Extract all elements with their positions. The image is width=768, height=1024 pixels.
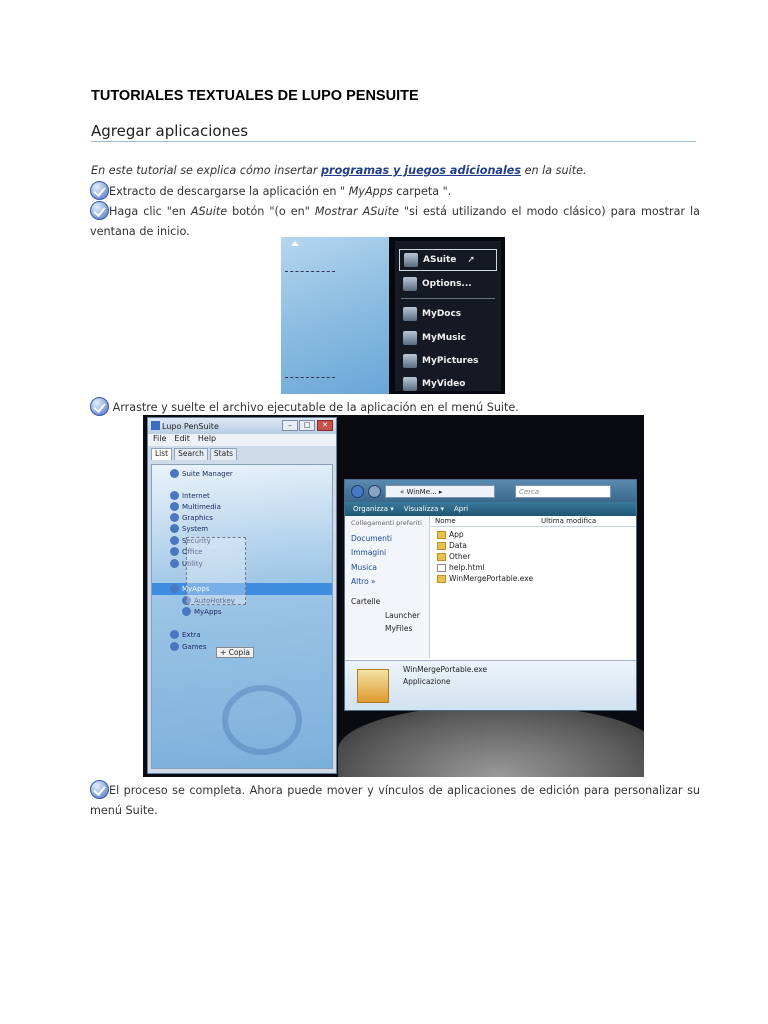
tree-label: Security bbox=[182, 536, 211, 545]
file-row[interactable] bbox=[437, 552, 470, 561]
detail-filetype: Applicazione bbox=[403, 677, 451, 686]
back-button[interactable] bbox=[351, 485, 364, 498]
minimize-button[interactable]: – bbox=[282, 420, 298, 431]
step-4-text: El proceso se completa. Ahora puede mover y vínculos de aplicaciones de edición para personalizar su menú Suite. bbox=[90, 784, 700, 817]
column-modified[interactable]: Ultima modifica bbox=[541, 517, 597, 525]
tab-search[interactable]: Search bbox=[174, 448, 208, 460]
check-icon bbox=[90, 181, 109, 200]
tab-list[interactable]: List bbox=[151, 448, 172, 460]
file-row[interactable] bbox=[437, 563, 485, 572]
exe-large-icon bbox=[357, 669, 389, 703]
drag-ghost bbox=[186, 537, 246, 605]
menu-separator bbox=[401, 298, 495, 299]
screenshot-asuite-menu bbox=[281, 237, 505, 394]
tree-label: Extra bbox=[182, 630, 201, 639]
documents-icon bbox=[403, 307, 417, 321]
column-name[interactable]: Nome bbox=[435, 517, 456, 525]
tree-label: Utility bbox=[182, 559, 203, 568]
graphics-icon bbox=[170, 513, 179, 522]
menu-item-mydocs[interactable] bbox=[399, 303, 497, 325]
menu-label: ASuite bbox=[423, 255, 457, 265]
tree-label: System bbox=[182, 524, 209, 533]
step-1 bbox=[90, 181, 451, 202]
window-title: Lupo PenSuite bbox=[162, 421, 219, 431]
tree-label: Multimedia bbox=[182, 502, 221, 511]
menu-file[interactable]: File bbox=[153, 434, 167, 443]
intro-paragraph bbox=[91, 161, 587, 181]
arrow-up-icon bbox=[291, 241, 299, 246]
menu-item-mymusic[interactable] bbox=[399, 327, 497, 349]
pictures-icon bbox=[403, 354, 417, 368]
tree-label: Internet bbox=[182, 491, 210, 500]
menu-edit[interactable]: Edit bbox=[174, 434, 190, 443]
nav-pane bbox=[345, 516, 430, 658]
tree-item[interactable] bbox=[170, 469, 233, 478]
file-row[interactable] bbox=[437, 574, 533, 583]
step-2-text-end: "si está utilizando el modo clásico) para mostrar la ventana de inicio. bbox=[90, 205, 700, 238]
organize-button[interactable]: Organizza ▾ bbox=[353, 505, 394, 513]
tree-item[interactable] bbox=[170, 630, 200, 639]
explorer-toolbar bbox=[345, 502, 636, 516]
step-2-text-mid: botón "(o en" bbox=[227, 205, 315, 218]
folder-icon bbox=[437, 531, 446, 539]
step-2-show-asuite: Mostrar ASuite bbox=[314, 205, 399, 218]
asuite-menu bbox=[395, 241, 501, 391]
details-pane bbox=[345, 660, 636, 710]
detail-filename: WinMergePortable.exe bbox=[403, 665, 488, 674]
desktop-pane bbox=[281, 237, 389, 394]
tree-item[interactable] bbox=[170, 524, 208, 533]
menu-label: Options... bbox=[422, 279, 472, 289]
folder-icon bbox=[182, 607, 191, 616]
file-row[interactable] bbox=[437, 541, 467, 550]
document-title: TUTORIALES TEXTUALES DE LUPO PENSUITE bbox=[91, 88, 419, 104]
suite-tree bbox=[151, 464, 333, 769]
file-icon bbox=[437, 564, 446, 572]
office-icon bbox=[170, 547, 179, 556]
step-1-text: Extracto de descargarse la aplicación en " bbox=[109, 185, 349, 198]
tree-label: AutoHotkey bbox=[194, 596, 235, 605]
menu-label: MyVideo bbox=[422, 379, 466, 389]
tree-label: Office bbox=[182, 547, 203, 556]
maximize-button[interactable]: □ bbox=[299, 420, 315, 431]
tree-item[interactable] bbox=[170, 513, 213, 522]
step-2-text: Haga clic "en bbox=[109, 205, 191, 218]
open-button[interactable]: Apri bbox=[454, 505, 469, 513]
address-bar[interactable]: « WinMe... ▸ bbox=[385, 485, 495, 498]
menu-help[interactable]: Help bbox=[197, 434, 217, 443]
moon-background bbox=[338, 705, 644, 777]
folder-item[interactable]: MyFiles bbox=[385, 624, 413, 633]
step-4 bbox=[90, 780, 700, 821]
tree-item[interactable] bbox=[170, 491, 210, 500]
tree-label: Graphics bbox=[182, 513, 213, 522]
file-name: App bbox=[449, 530, 464, 539]
close-button[interactable]: ✕ bbox=[317, 420, 333, 431]
tree-label: Games bbox=[182, 642, 207, 651]
section-title: Agregar aplicaciones bbox=[91, 122, 249, 140]
pensuite-window bbox=[147, 417, 337, 774]
link-images[interactable]: Immagini bbox=[351, 548, 387, 557]
programs-link[interactable]: programas y juegos adicionales bbox=[321, 164, 522, 177]
file-name: Data bbox=[449, 541, 467, 550]
menu-label: MyDocs bbox=[422, 309, 462, 319]
dashed-line bbox=[285, 271, 335, 272]
globe-icon bbox=[170, 491, 179, 500]
check-icon bbox=[90, 201, 109, 220]
column-headers bbox=[431, 516, 636, 527]
dashed-line bbox=[285, 377, 335, 378]
view-button[interactable]: Visualizza ▾ bbox=[403, 505, 444, 513]
check-icon bbox=[90, 397, 109, 416]
step-3-text: Arrastre y suelte el archivo ejecutable de la aplicación en el menú Suite. bbox=[112, 401, 519, 414]
step-2 bbox=[90, 201, 700, 242]
menu-item-asuite[interactable] bbox=[399, 249, 497, 271]
link-music[interactable]: Musica bbox=[351, 563, 377, 572]
menu-item-myvideo[interactable] bbox=[399, 373, 497, 394]
link-more[interactable]: Altro » bbox=[351, 577, 376, 586]
window-titlebar bbox=[148, 418, 336, 434]
file-row[interactable] bbox=[437, 530, 464, 539]
tools-icon bbox=[403, 277, 417, 291]
file-name: help.html bbox=[449, 563, 485, 572]
explorer-window bbox=[344, 479, 637, 711]
system-icon bbox=[170, 524, 179, 533]
menu-label: MyPictures bbox=[422, 356, 479, 366]
tree-label: MyApps bbox=[194, 607, 222, 616]
tree-item[interactable] bbox=[170, 502, 221, 511]
suite-icon bbox=[170, 469, 179, 478]
intro-text: En este tutorial se explica cómo insertar bbox=[91, 164, 322, 177]
folder-icon bbox=[437, 542, 446, 550]
logo-watermark-icon bbox=[222, 685, 302, 755]
tab-bar bbox=[148, 446, 336, 460]
folders-label[interactable]: Cartelle bbox=[351, 597, 381, 606]
menu-label: MyMusic bbox=[422, 333, 466, 343]
file-name: WinMergePortable.exe bbox=[449, 574, 534, 583]
tree-label: Suite Manager bbox=[182, 469, 233, 478]
utility-icon bbox=[170, 559, 179, 568]
section-rule bbox=[91, 141, 696, 142]
exe-icon bbox=[437, 575, 446, 583]
folder-icon bbox=[170, 584, 179, 593]
tab-stats[interactable]: Stats bbox=[210, 448, 237, 460]
step-1-text-end: carpeta ". bbox=[392, 185, 452, 198]
multimedia-icon bbox=[170, 502, 179, 511]
tree-item[interactable] bbox=[182, 607, 222, 616]
menu-item-options[interactable] bbox=[399, 273, 497, 295]
forward-button[interactable] bbox=[368, 485, 381, 498]
copy-tooltip: + Copia bbox=[216, 647, 254, 658]
folder-item[interactable]: Launcher bbox=[385, 611, 420, 620]
video-icon bbox=[403, 377, 417, 391]
security-icon bbox=[170, 536, 179, 545]
step-1-folder: MyApps bbox=[348, 185, 393, 198]
search-input[interactable]: Cerca bbox=[515, 485, 611, 498]
link-documents[interactable]: Documenti bbox=[351, 534, 392, 543]
intro-text-end: en la suite. bbox=[521, 164, 587, 177]
extra-icon bbox=[170, 630, 179, 639]
games-icon bbox=[170, 642, 179, 651]
tree-item[interactable] bbox=[170, 642, 207, 651]
tree-label: MyApps bbox=[182, 584, 210, 593]
screenshot-drag-drop bbox=[143, 415, 644, 777]
cursor-icon: ➚ bbox=[467, 255, 475, 265]
menu-item-mypictures[interactable] bbox=[399, 350, 497, 372]
asuite-icon bbox=[404, 253, 418, 267]
step-2-asuite: ASuite bbox=[190, 205, 228, 218]
check-icon bbox=[90, 780, 109, 799]
menubar bbox=[148, 434, 336, 446]
folder-icon bbox=[437, 553, 446, 561]
music-icon bbox=[403, 331, 417, 345]
favorites-header: Collegamenti preferiti bbox=[351, 519, 422, 527]
file-name: Other bbox=[449, 552, 471, 561]
explorer-nav bbox=[345, 480, 636, 502]
file-list bbox=[431, 516, 636, 658]
